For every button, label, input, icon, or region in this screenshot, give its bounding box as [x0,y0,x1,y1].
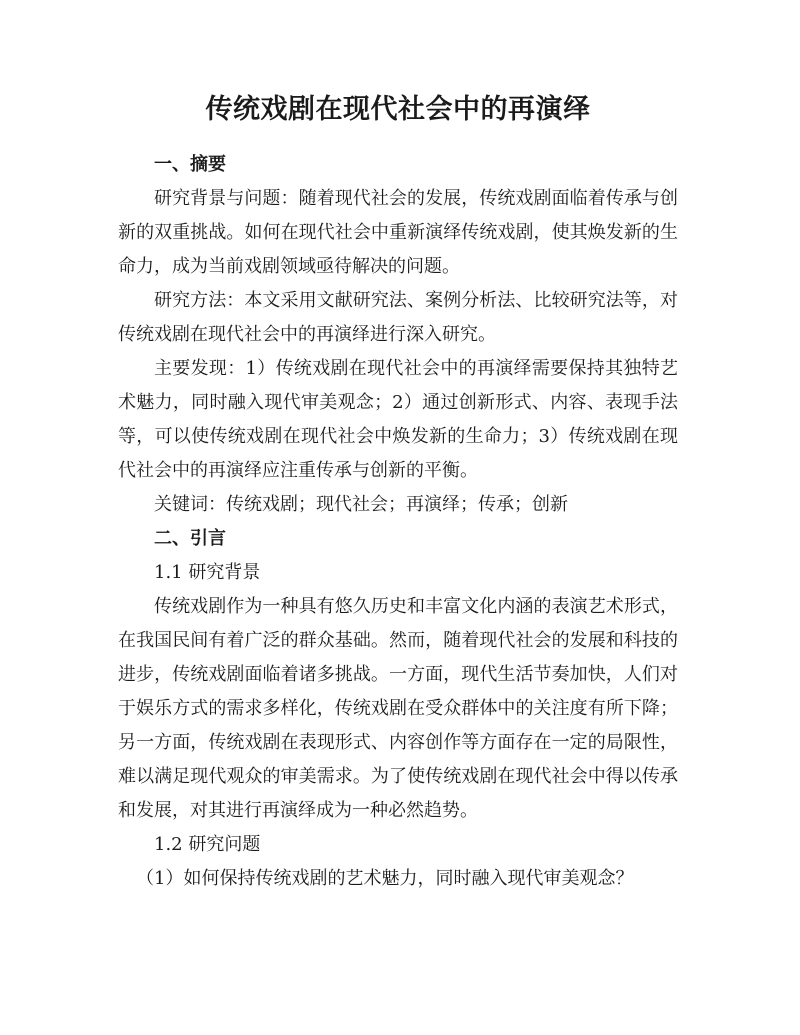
paragraph-research-background: 传统戏剧作为一种具有悠久历史和丰富文化内涵的表演艺术形式，在我国民间有着广泛的群众基础。然而，随着现代社会的发展和科技的进步，传统戏剧面临着诸多挑战。一方面，现代生活节奏加快，人们对于娱乐方式的需求多样化，传统戏剧在受众群体中的关注度有所下降；另一方面，传统戏剧在表现形式、内容创作等方面存在一定的局限性，难以满足现代观众的审美需求。为了使传统戏剧在现代社会中得以传承和发展，对其进行再演绎成为一种必然趋势。 [118,596,678,821]
heading-abstract: 一、摘要 [154,154,226,175]
document-title: 传统戏剧在现代社会中的再演绎 [205,94,591,125]
paragraph-keywords: 关键词：传统戏剧；现代社会；再演绎；传承；创新 [154,494,568,515]
paragraph-methods: 研究方法：本文采用文献研究法、案例分析法、比较研究法等，对传统戏剧在现代社会中的再演绎进行深入研究。 [118,290,678,345]
subheading-research-background: 1.1 研究背景 [154,562,261,583]
paragraph-background: 研究背景与问题：随着现代社会的发展，传统戏剧面临着传承与创新的双重挑战。如何在现代社会中重新演绎传统戏剧，使其焕发新的生命力，成为当前戏剧领域亟待解决的问题。 [118,188,678,277]
heading-introduction: 二、引言 [154,528,226,549]
research-question-1: （1）如何保持传统戏剧的艺术魅力，同时融入现代审美观念？ [136,868,634,889]
subheading-research-questions: 1.2 研究问题 [154,834,261,855]
paragraph-findings: 主要发现：1）传统戏剧在现代社会中的再演绎需要保持其独特艺术魅力，同时融入现代审美观念；2）通过创新形式、内容、表现手法等，可以使传统戏剧在现代社会中焕发新的生命力；3）传统戏剧在现代社会中的再演绎应注重传承与创新的平衡。 [118,358,678,481]
document-page [118,92,678,896]
